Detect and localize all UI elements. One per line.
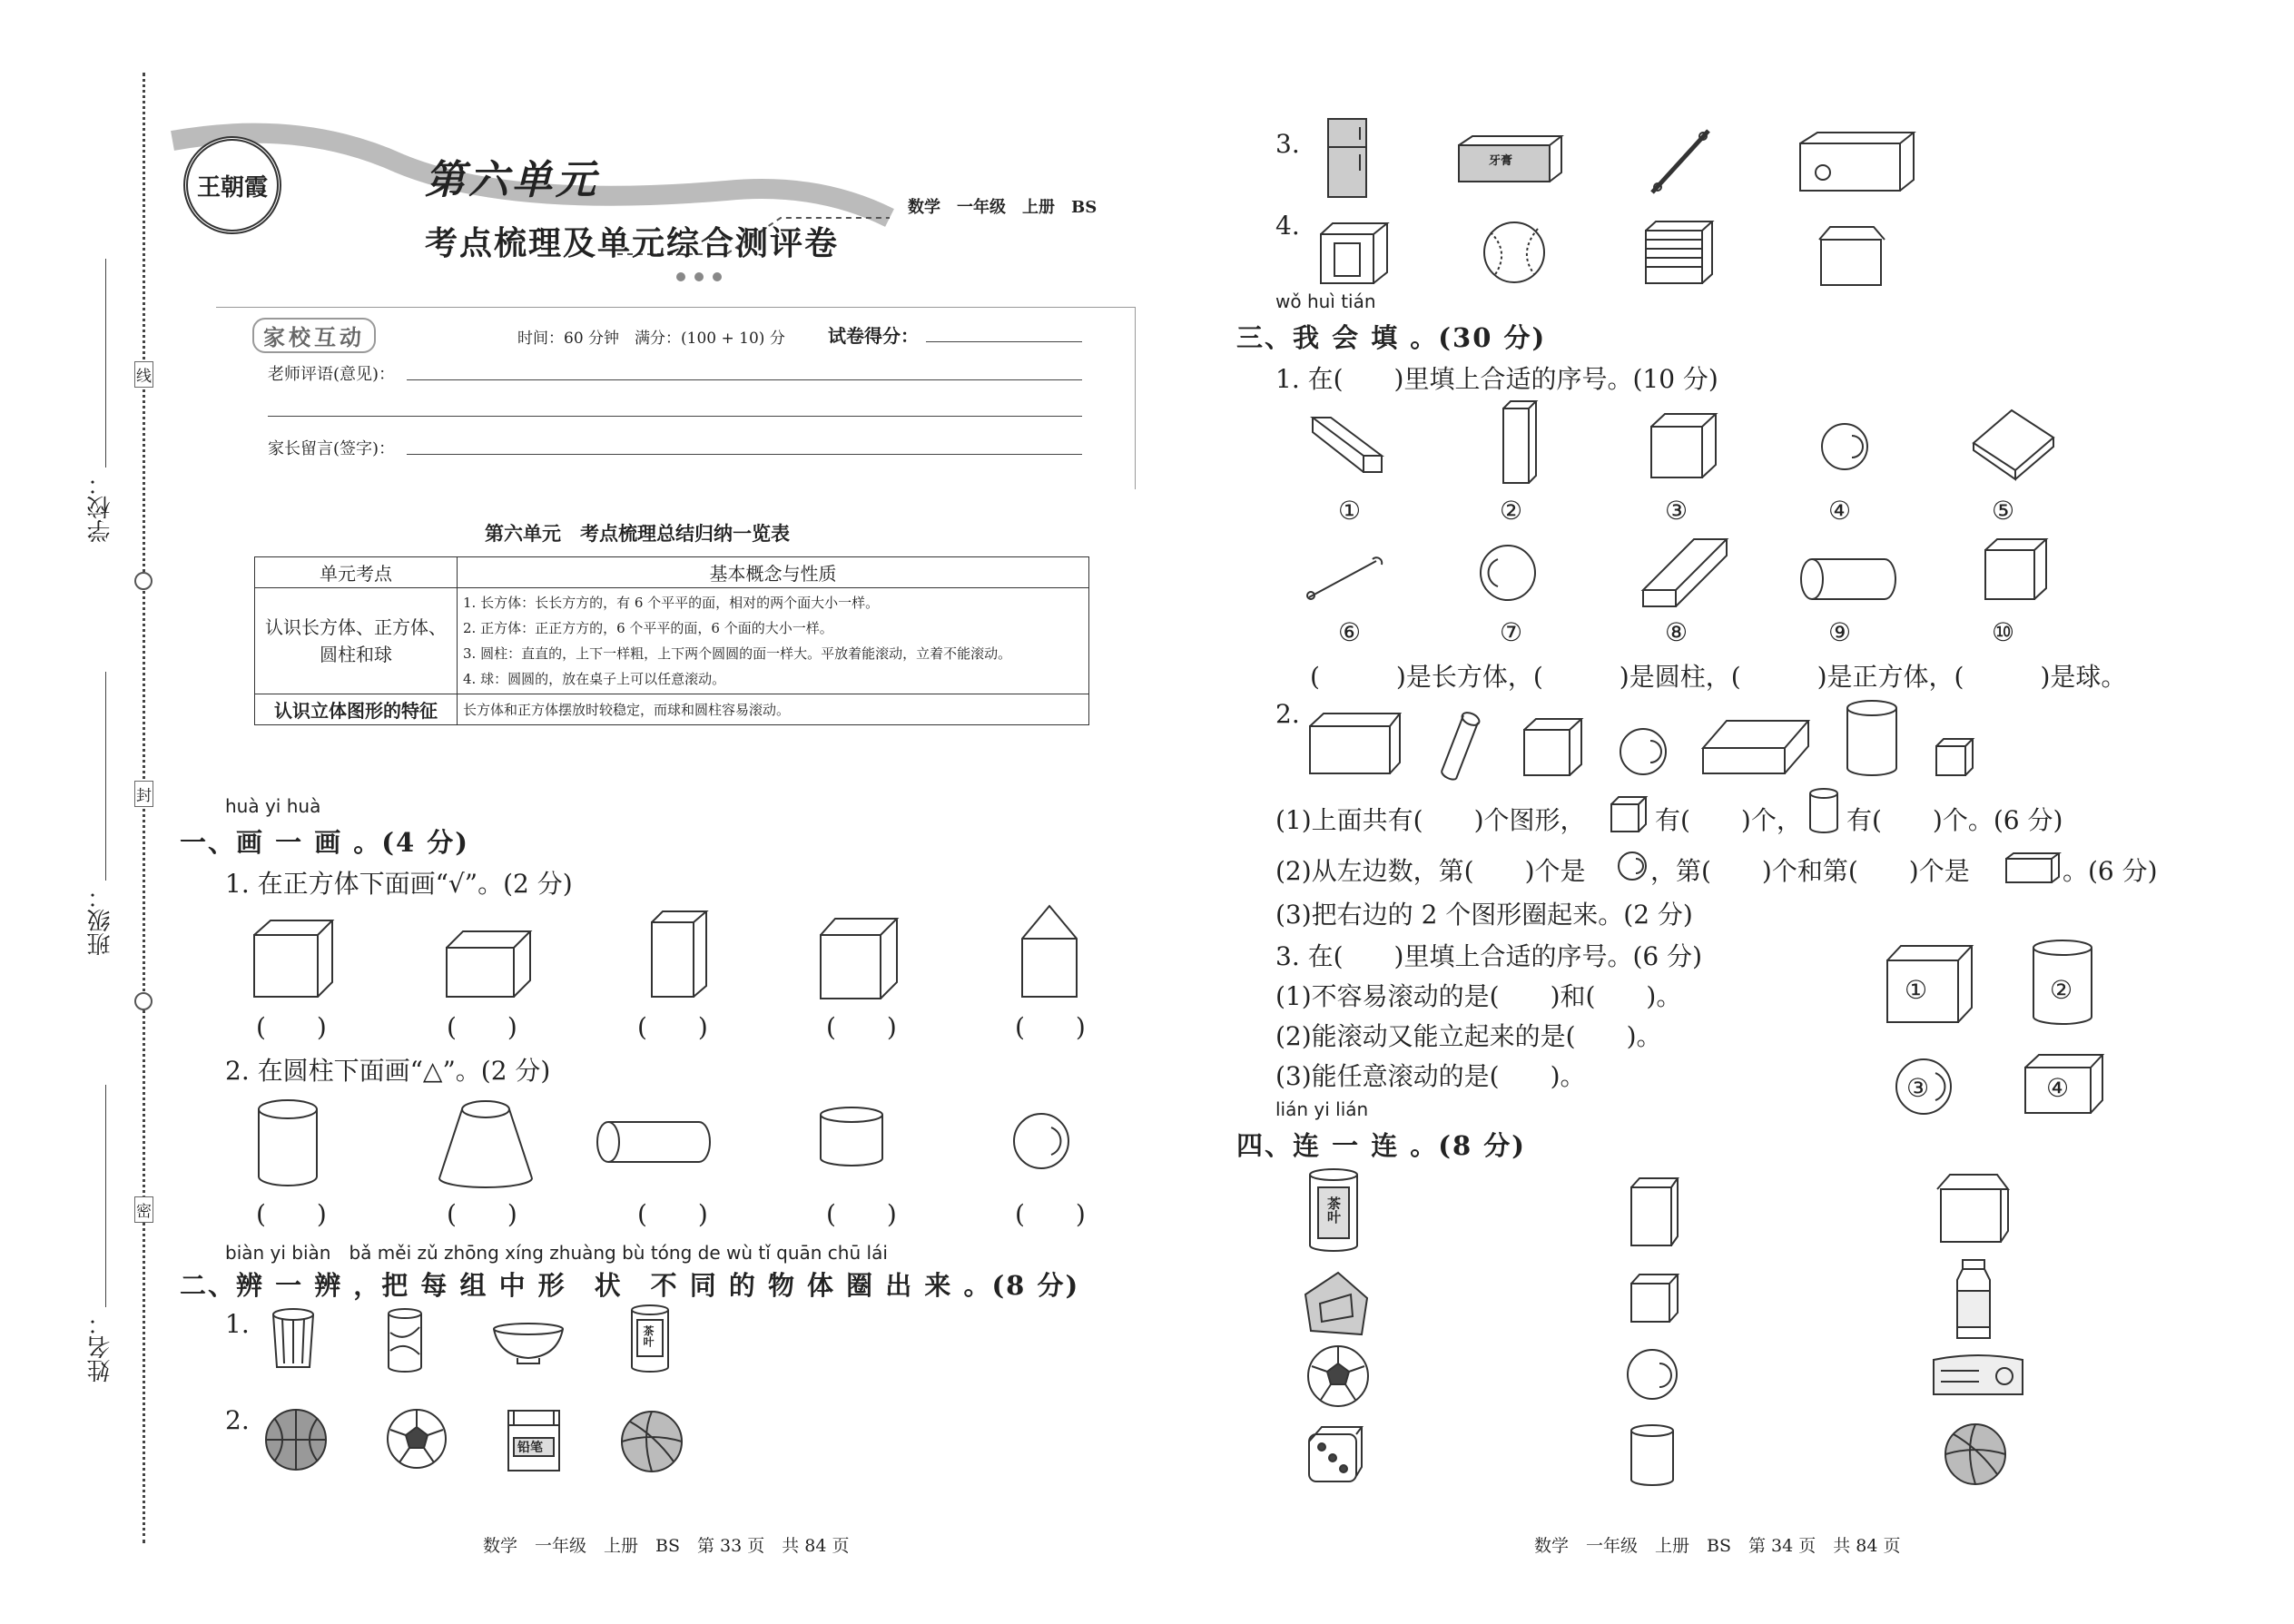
- section3-q3: 3. 在( )里填上合适的序号。(6 分): [1275, 941, 1703, 971]
- gift-box-icon: [1817, 223, 1886, 287]
- answer-blank[interactable]: ( ): [637, 1199, 708, 1229]
- q2-part1-a: (1)上面共有( )个图形，: [1275, 805, 1586, 835]
- exam-time-info: 时间：60 分钟 满分：(100 + 10) 分: [517, 330, 785, 348]
- q2-part3: (3)把右边的 2 个图形圈起来。(2 分): [1275, 900, 1693, 930]
- tea-can-label: 茶叶: [1325, 1196, 1342, 1224]
- volleyball-icon: [619, 1409, 684, 1474]
- cube-shape: [819, 917, 899, 1002]
- cuboid-shape: [445, 928, 532, 1000]
- answer-blank[interactable]: ( ): [447, 1199, 517, 1229]
- q3-cube-shape: [1885, 944, 1974, 1026]
- seal-mark-line: 线: [134, 361, 153, 388]
- cylinder-shape: [256, 1098, 320, 1189]
- bowl-icon: [490, 1322, 566, 1367]
- group-number: 2.: [225, 1405, 250, 1435]
- tilted-cube-shape: [1970, 407, 2057, 483]
- cylinder-shape[interactable]: [1629, 1423, 1676, 1489]
- volleyball-icon[interactable]: [1943, 1422, 2008, 1487]
- answer-blank[interactable]: ( ): [447, 1012, 517, 1042]
- section4-title: 四、连 一 连 。(8 分): [1236, 1130, 1527, 1161]
- teacher-comment-field[interactable]: [407, 379, 1082, 380]
- page-footer-left: 数学 一年级 上册 BS 第 33 页 共 84 页: [483, 1536, 850, 1556]
- q3-part2: (2)能滚动又能立起来的是( )。: [1275, 1021, 1662, 1051]
- toothpaste-label: 牙膏: [1489, 154, 1513, 168]
- teacher-comment-field-2[interactable]: [268, 416, 1082, 417]
- q2-part2-a: (2)从左边数，第( )个是: [1275, 856, 1586, 886]
- tall-cuboid-shape[interactable]: [1629, 1176, 1681, 1249]
- section1-q2: 2. 在圆柱下面画“△”。(2 分): [225, 1056, 551, 1086]
- table-topic: 认识立体图形的特征: [255, 694, 458, 725]
- school-label: 学校：: [87, 472, 114, 543]
- section1-pinyin: huà yi huà: [225, 795, 321, 817]
- answer-blank[interactable]: ( ): [826, 1199, 897, 1229]
- shape-label-7: ⑦: [1500, 617, 1523, 647]
- glass-box-icon: [1797, 131, 1917, 194]
- q3-label-2: ②: [2050, 975, 2073, 1005]
- sphere-shape[interactable]: [1625, 1347, 1679, 1402]
- brand-logo: [183, 136, 281, 234]
- soccer-ball-icon: [385, 1407, 448, 1471]
- lying-cylinder-shape: [1799, 556, 1899, 603]
- cube-shape: [1649, 412, 1718, 481]
- seal-mark-secret: 密: [134, 1196, 153, 1223]
- pencil-case-icon[interactable]: [1928, 1351, 2028, 1400]
- sphere-shape: [1478, 543, 1538, 603]
- chip-bag-icon[interactable]: [1302, 1267, 1371, 1340]
- binding-dotted-line: [143, 73, 145, 1543]
- class-label: 班级：: [87, 885, 114, 956]
- house-shape: [1020, 902, 1080, 999]
- section1-title: 一、画 一 画 。(4 分): [180, 827, 470, 858]
- water-bottle-icon[interactable]: [1954, 1258, 1994, 1342]
- section2-title: 二、辨 一 辨 ，把 每 组 中 形 状 不 同 的 物 体 圈 出 来 。(8 分): [180, 1270, 1080, 1301]
- exam-subtitle: 考点梳理及单元综合测评卷: [425, 224, 840, 262]
- inline-cylinder-icon: [1808, 788, 1839, 835]
- name-label: 姓名：: [87, 1312, 114, 1383]
- inline-sphere-icon: [1616, 850, 1649, 882]
- answer-blank[interactable]: ( ): [1015, 1199, 1086, 1229]
- group-number: 1.: [225, 1309, 250, 1339]
- gift-box-icon[interactable]: [1935, 1171, 2012, 1245]
- binding-hole-icon: [134, 572, 153, 590]
- shape-label-8: ⑧: [1665, 617, 1689, 647]
- section3-q1: 1. 在( )里填上合适的序号。(10 分): [1275, 364, 1718, 394]
- sphere-shape: [1618, 726, 1669, 777]
- milk-carton-icon: [1318, 220, 1391, 287]
- shape-label-6: ⑥: [1338, 617, 1362, 647]
- shape-label-10: ⑩: [1992, 617, 2015, 647]
- baseball-icon: [1482, 220, 1547, 285]
- table-row: [255, 694, 1089, 725]
- section2-pinyin: biàn yi biàn bǎ měi zǔ zhōng xíng zhuàng bù tóng de wù tǐ quān chū lái: [225, 1242, 888, 1264]
- q2-part2-b: ，第( )个和第( )个是: [1650, 856, 1970, 886]
- q3-part3: (3)能任意滚动的是( )。: [1275, 1061, 1586, 1091]
- lying-cylinder-shape: [596, 1118, 714, 1166]
- q1-answer-line[interactable]: ( )是长方体，( )是圆柱，( )是正方体，( )是球。: [1310, 662, 2127, 692]
- q3-part1: (1)不容易滚动的是( )和( )。: [1275, 981, 1682, 1011]
- group-number: 4.: [1275, 211, 1300, 241]
- teacher-comment-label: 老师评语(意见)：: [268, 365, 396, 384]
- grade-tag: 数学 一年级 上册 BS: [908, 198, 1098, 217]
- table-header: 单元考点: [255, 557, 458, 588]
- school-field[interactable]: [105, 259, 106, 468]
- unit-title: 第六单元: [425, 157, 599, 203]
- basketball-icon: [263, 1407, 329, 1472]
- page-footer-right: 数学 一年级 上册 BS 第 34 页 共 84 页: [1534, 1536, 1901, 1556]
- name-field[interactable]: [105, 1085, 106, 1307]
- home-school-badge: 家校互动: [252, 318, 376, 353]
- cube-shape[interactable]: [1629, 1273, 1679, 1324]
- parent-comment-label: 家长留言(签字)：: [268, 439, 396, 458]
- group-number: 3.: [1275, 129, 1300, 159]
- shape-label-5: ⑤: [1992, 496, 2015, 526]
- thin-rod-shape: [1304, 556, 1385, 601]
- inline-cuboid-icon: [2004, 851, 2061, 884]
- cube-shape: [1521, 717, 1583, 777]
- sphere-shape: [1011, 1111, 1071, 1171]
- q3-label-4: ④: [2046, 1073, 2070, 1103]
- section3-title: 三、我 会 填 。(30 分): [1236, 322, 1547, 353]
- answer-blank[interactable]: ( ): [1015, 1012, 1086, 1042]
- class-field[interactable]: [105, 672, 106, 881]
- refrigerator-icon: [1325, 116, 1371, 200]
- q2-part2-c: 。(6 分): [2063, 856, 2158, 886]
- shape-label-2: ②: [1500, 496, 1523, 526]
- table-points: 1. 长方体：长长方方的，有 6 个平平的面，相对的两个面大小一样。 2. 正方体：正正方方的，6 个平平的面，6 个面的大小一样。 3. 圆柱：直直的，上下一样粗，上下两个圆圆的面一样大。平放着能滚动，立着不能滚动。 4. 球：圆圆的，放在桌子上可以任意滚动。: [458, 588, 1089, 694]
- waste-bin-icon: [271, 1307, 316, 1373]
- tea-can-label: 茶叶: [642, 1325, 655, 1347]
- frustum-shape: [436, 1098, 536, 1189]
- flat-cuboid-shape: [1699, 717, 1812, 777]
- cuboid-shape: [1307, 712, 1403, 777]
- soccer-ball-icon[interactable]: [1305, 1343, 1371, 1409]
- table-header: 基本概念与性质: [458, 557, 1089, 588]
- tilted-cylinder-shape: [1438, 708, 1483, 790]
- q3-label-1: ①: [1905, 975, 1928, 1005]
- table-row: [255, 588, 1089, 694]
- table-topic: 认识长方体、正方体、圆柱和球: [255, 588, 458, 694]
- binding-hole-icon: [134, 992, 153, 1010]
- dice-icon[interactable]: [1305, 1422, 1369, 1485]
- score-field[interactable]: [926, 341, 1082, 342]
- answer-blank[interactable]: ( ): [637, 1012, 708, 1042]
- sphere-shape: [1819, 421, 1870, 472]
- shape-label-3: ③: [1665, 496, 1689, 526]
- tall-cuboid-shape: [650, 910, 710, 1000]
- summary-table-title: 第六单元 考点梳理总结归纳一览表: [485, 522, 790, 545]
- section3-pinyin: wǒ huì tián: [1275, 290, 1376, 312]
- soda-can-icon: [385, 1307, 425, 1374]
- cube-shape: [252, 919, 334, 1000]
- shape-label-1: ①: [1338, 496, 1362, 526]
- brand-logo-text: 王朝霞: [196, 173, 268, 202]
- answer-blank[interactable]: ( ): [826, 1012, 897, 1042]
- cylinder-shape: [1845, 699, 1899, 779]
- score-label: 试卷得分：: [828, 325, 919, 347]
- short-cylinder-shape: [819, 1106, 884, 1171]
- table-points: 长方体和正方体摆放时较稳定，而球和圆柱容易滚动。: [458, 694, 1089, 725]
- summary-table: [254, 556, 1089, 725]
- q3-label-3: ③: [1906, 1073, 1930, 1103]
- inline-cube-icon: [1610, 795, 1648, 833]
- q2-part1-b: 有( )个，: [1655, 805, 1802, 835]
- seal-mark-seal: 封: [134, 781, 153, 807]
- answer-blank[interactable]: ( ): [256, 1199, 327, 1229]
- stack-of-books-icon: [1643, 218, 1716, 287]
- section3-q2-number: 2.: [1275, 699, 1300, 729]
- shape-label-4: ④: [1828, 496, 1852, 526]
- small-cube-shape: [1934, 737, 1975, 779]
- stick-icon: [1649, 127, 1712, 196]
- parent-comment-field[interactable]: [407, 454, 1082, 455]
- section4-pinyin: lián yi lián: [1275, 1098, 1369, 1120]
- section1-q1: 1. 在正方体下面画“√”。(2 分): [225, 869, 573, 899]
- q2-part1-c: 有( )个。(6 分): [1846, 805, 2063, 835]
- pencil-box-label: 铅笔: [517, 1441, 543, 1455]
- lying-cuboid-shape: [1309, 412, 1385, 476]
- answer-blank[interactable]: ( ): [256, 1012, 327, 1042]
- cube-shape: [1983, 537, 2048, 603]
- shape-label-9: ⑨: [1828, 617, 1852, 647]
- standing-cuboid-shape: [1500, 399, 1538, 487]
- long-cuboid-shape: [1639, 536, 1730, 610]
